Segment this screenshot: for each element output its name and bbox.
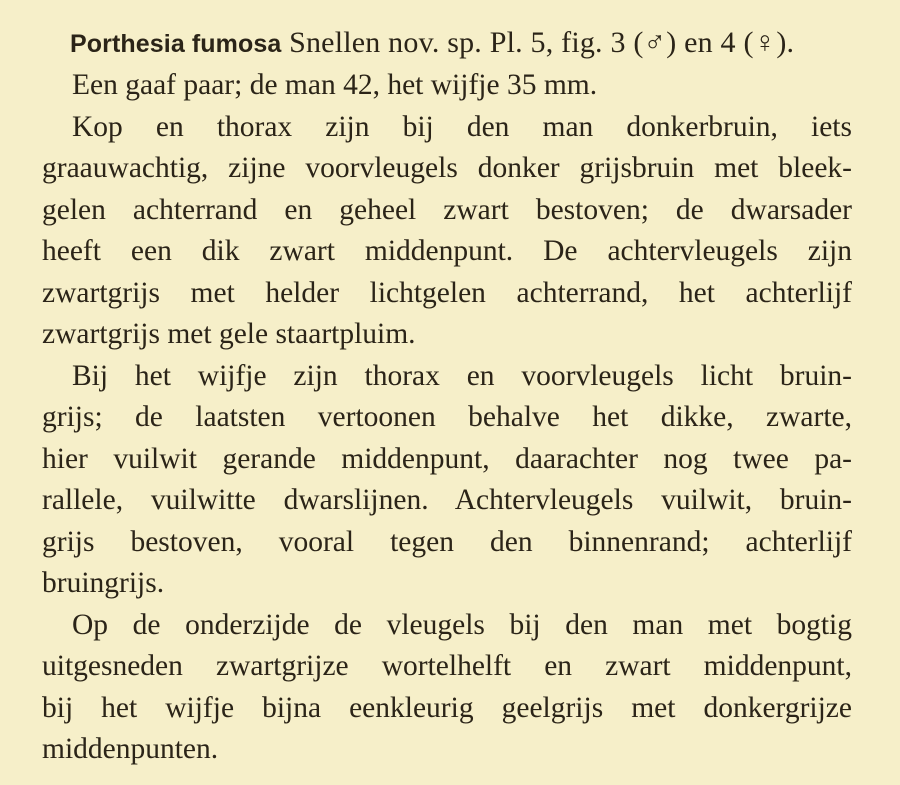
paragraph-size: [42, 65, 852, 107]
species-heading: [70, 22, 852, 65]
species-name: Porthesia fumosa: [70, 30, 282, 58]
text-line: middenpunten.: [42, 733, 219, 765]
text-line: bij het wijfje bijna eenkleurig geelgrijs met donkergrijze: [42, 691, 852, 724]
text-line: bruingrijs.: [42, 567, 165, 599]
text-line: gelen achterrand en geheel zwart bestoven; de dwarsader: [42, 193, 852, 226]
paragraph-male: [42, 107, 852, 356]
text-line: zwartgrijs met gele staartpluim.: [42, 318, 416, 350]
text-line: zwartgrijs met helder lichtgelen achterrand, het achterlijf: [42, 276, 852, 309]
text-line: graauwachtig, zijne voorvleugels donker grijsbruin met bleek-: [42, 152, 852, 184]
text-line: rallele, vuilwitte dwarslijnen. Achtervleugels vuilwit, bruin-: [42, 484, 852, 516]
text-line: uitgesneden zwartgrijze wortelhelft en zwart middenpunt,: [42, 650, 852, 682]
text-line: Bij het wijfje zijn thorax en voorvleugels licht bruin-: [72, 359, 852, 392]
text-line: heeft een dik zwart middenpunt. De achtervleugels zijn: [42, 235, 852, 267]
text-line: Kop en thorax zijn bij den man donkerbruin, iets: [72, 110, 852, 143]
text-line: hier vuilwit gerande middenpunt, daarachter nog twee pa-: [42, 442, 852, 475]
species-reference: Snellen nov. sp. Pl. 5, fig. 3 (♂) en 4 (♀).: [289, 26, 795, 59]
text-line: Op de onderzijde de vleugels bij den man met bogtig: [72, 608, 852, 641]
text-line: grijs bestoven, vooral tegen den binnenrand; achterlijf: [42, 525, 852, 558]
text-line: Een gaaf paar; de man 42, het wijfje 35 mm.: [72, 69, 598, 101]
paragraph-underside: [42, 605, 852, 771]
text-line: grijs; de laatsten vertoonen behalve het dikke, zwarte,: [42, 401, 852, 433]
paragraph-female: [42, 356, 852, 605]
